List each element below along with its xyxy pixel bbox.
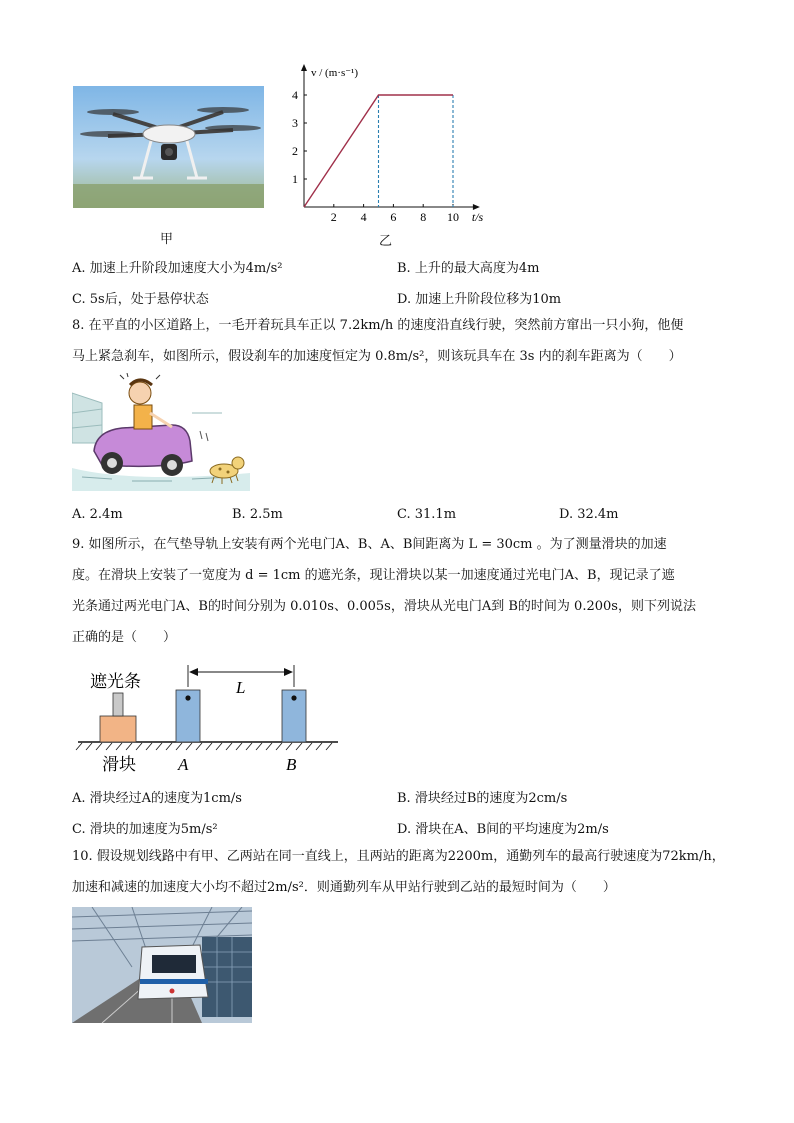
y-tick-label: 4	[292, 88, 298, 102]
slider-block	[100, 716, 136, 742]
q9-option-b[interactable]: B. 滑块经过B的速度为2cm/s	[397, 791, 568, 806]
gate-a-label: A	[178, 755, 189, 774]
q8-option-b[interactable]: B. 2.5m	[232, 507, 283, 522]
y-tick-label: 2	[292, 144, 298, 158]
q8-option-a[interactable]: A. 2.4m	[72, 507, 123, 522]
y-axis-arrow	[301, 64, 307, 71]
x-tick-label: 4	[360, 210, 367, 224]
air-track-diagram	[72, 655, 347, 780]
distance-label: L	[236, 678, 246, 697]
x-tick-label: 6	[390, 210, 397, 224]
q7-option-b[interactable]: B. 上升的最大高度为4m	[397, 261, 540, 276]
q9-option-a[interactable]: A. 滑块经过A的速度为1cm/s	[72, 791, 242, 806]
shade-label: 遮光条	[90, 672, 141, 691]
y-tick-label: 1	[292, 172, 298, 186]
x-axis-label: t/s	[471, 210, 484, 224]
vt-graph	[285, 60, 495, 230]
q7-option-c[interactable]: C. 5s后，处于悬停状态	[72, 292, 209, 307]
q8-stem-line1: 8. 在平直的小区道路上，一毛开着玩具车正以 7.2km/h 的速度沿直线行驶，突然前方窜出一只小狗，他便	[72, 318, 684, 333]
drone-photo	[73, 86, 264, 208]
q10-stem-line2: 加速和减速的加速度大小均不超过2m/s²．则通勤列车从甲站行驶到乙站的最短时间为（ ）	[72, 880, 616, 895]
q7-option-d[interactable]: D. 加速上升阶段位移为10m	[397, 292, 562, 307]
caption-jia: 甲	[160, 232, 174, 247]
y-axis-label: v / (m·s⁻¹)	[311, 67, 358, 79]
q7-option-a[interactable]: A. 加速上升阶段加速度大小为4m/s²	[72, 261, 283, 276]
caption-yi: 乙	[379, 234, 393, 249]
q8-option-d[interactable]: D. 32.4m	[559, 507, 619, 522]
x-tick-label: 10	[447, 210, 459, 224]
shade-strip	[113, 693, 123, 716]
q9-option-d[interactable]: D. 滑块在A、B间的平均速度为2m/s	[397, 822, 609, 837]
q8-stem-line2: 马上紧急刹车，如图所示，假设刹车的加速度恒定为 0.8m/s²，则该玩具车在 3s 内的刹车距离为（ ）	[72, 349, 682, 364]
toy-car-cartoon	[72, 373, 250, 491]
q10-stem-line1: 10. 假设规划线路中有甲、乙两站在同一直线上，且两站的距离为2200m，通勤列车的最高行驶速度为72km/h，	[72, 849, 725, 864]
slider-label: 滑块	[102, 755, 136, 774]
q9-stem-line3: 光条通过两光电门A、B的时间分别为 0.010s、0.005s，滑块从光电门A到 B的时间为 0.200s，则下列说法	[72, 599, 696, 614]
gate-b-label: B	[286, 755, 297, 774]
q9-stem-line2: 度。在滑块上安装了一宽度为 d = 1cm 的遮光条，现让滑块以某一加速度通过光电门A、B，现记录了遮	[72, 568, 675, 583]
q9-stem-line1: 9. 如图所示，在气垫导轨上安装有两个光电门A、B、A、B间距离为 L = 30cm 。为了测量滑块的加速	[72, 537, 667, 552]
y-tick-label: 3	[292, 116, 298, 130]
q9-option-c[interactable]: C. 滑块的加速度为5m/s²	[72, 822, 218, 837]
x-tick-label: 2	[330, 210, 337, 224]
q8-option-c[interactable]: C. 31.1m	[397, 507, 457, 522]
train-photo	[72, 907, 252, 1023]
x-tick-label: 8	[420, 210, 427, 224]
q9-stem-line4: 正确的是（ ）	[72, 630, 177, 645]
